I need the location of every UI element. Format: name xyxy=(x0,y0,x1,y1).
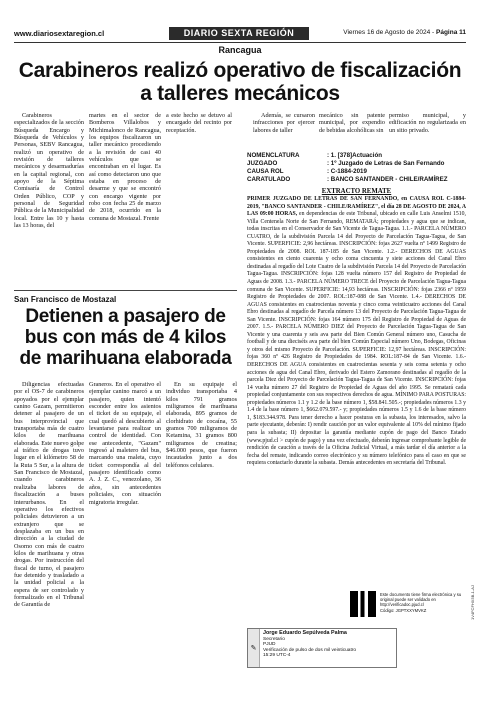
article2-kicker: San Francisco de Mostazal xyxy=(14,295,117,304)
article2-headline: Detienen a pasajero de bus con más de 4 kilos de marihuana elaborada xyxy=(19,306,232,369)
article2-column-3: En su equipaje el individuo transportaba 4 kilos 791 gramos miligramos de marihuana elaborada, 895 gramos de clorhidrato de cocaína, 55 gramos 700 miligramos de Ketamina, 31 gramos 800 miligramos de creatina; $46.000 pesos, que fueron incautados junto a dos teléfonos celulares. xyxy=(166,381,237,469)
notice-text: en dependencias de este Tribunal, ubicado en calle Luis Anselmi 1510, Villa Centenela Norte de San Fernando, REMATARÁ; propiedades y agua que se indican, todas inscritas en el Conservador de San Vicente de Tagua-Tagua. 1.1.- PARCELA NÚMERO CUATRO, de la subdivisión Parcela 14 del Proyecto de Parcelación Tagua-Tagua, de San Vicente. SUPERFICIE: 2,96 hectáreas. INSCRIPCIÓN: fojas 2627 vuelta nº 1499 Registro de Propiedades de 2008. ROL 187-185 de San Vicente. 1.2.- DERECHOS DE AGUAS consistentes en ciento cuarenta y ocho coma cincuenta y siete acciones del Canal Ebro destinadas al regadío del Lote Cuatro de la subdivisión Parcela 14 del Proyecto de Parcelación Tagua-Tagua. INSCRIPCIÓN: fojas 128 vuelta número 157 del Registro de Propiedad de Aguas de 2008. 1.3.- PARCELA NÚMERO TRECE del Proyecto de Parcelación Tagua-Tagua comuna de San Vicente. SUPERFICIE: 14,93 hectáreas. INSCRIPCIÓN: fojas 2366 nº 1959 Registro de Propiedades de 2007. ROL:187-088 de San Vicente. 1.4.- DERECHOS DE AGUAS consistentes en cuatrocientas noventa y cinco coma veinticuatro acciones del Canal Ebro destinadas al regadío de Parcela número 13 del Proyecto de Parcelación Tagua-Tagua de San Vicente. INSCRIPCIÓN: fojas 164 número 175 del Registro de Propiedad de Aguas de 2007. 1.5.- PARCELA NÚMERO DIEZ del Proyecto de Parcelación Tagua-Tagua de San Vicente y una cuarenta y seis ava parte del Bien Común General número uno, Casucha de football y de una dieciséis ava parte del bien Común Especial número Uno, Bodegas, Oficinas y otros del mismo Proyecto de Parcelación. SUPERFICIE: 12,97 hectáreas. INSCRIPCIÓN: fojas 360 nº 426 Registro de Propiedades de 1984. ROL:187-84 de San Vicente. 1.6.- DERECHOS DE AGUA consistentes en cuatrocientas sesenta y seis coma setenta y ocho acciones de agua del Canal Ebro, derivado del Estero Zamorano destinadas al regadío de la parcela Diez del Proyecto de Parcelación Tagua-Tagua de San Vicente. INSCRIPCIÓN: fojas 14 vuelta número 27 del Registro de Propiedad de Aguas del año 1995. Se rematará cada propiedad conjuntamente con sus respectivos derechos de agua. MÍNIMO PARA POSTURAS: propiedades números 1.1 y 1.2 de la base número 1, $58.841.505.-; propiedades números 1.3 y 1.4 de la base número 1, $662.079.597.- y; propiedades números 1.5 y 1.6 de la base número 1, $183.344.978. Para tener derecho a hacer posturas en la subasta, los interesados, salvo la parte ejecutante, deberán: I) rendir caución por un valor equivalente al 10% del mínimo fijado para la subasta; II) depositar la garantía mediante cupón de pago del Banco Estado (www.pjud.cl > cupón de pago) y una vez efectuado, deberán ingresar comprobante legible de rendición de caución a través de la Oficina Judicial Virtual, a más tardar el día anterior a la fecha del remate, indicando correo electrónico y su número telefónico para el caso en que se requiera contactarlo durante la subasta. Demás antecedentes en secretaría del Tribunal. xyxy=(247,211,466,467)
article2-column-1: Diligencias efectuadas por el OS-7 de carabineros apoyados por el ejemplar canino Gazam, permitieron detener al pasajero de un bus interprovincial que transportaba más de cuatro kilos de marihuana elaborada. Este nuevo golpe al tráfico de drogas tuvo lugar en el kilómetro 58 de la Ruta 5 Sur, a la altura de San Francisco de Mostazal, cuando carabineros realizaba labores de fiscalización a buses interurbanos. En el operativo los efectivos policiales detuvieron a un extranjero que se desplazaba en un bus en dirección a la ciudad de Osorno con más de cuatro kilos de marihuana y otras drogas. Por instrucción del fiscal de turno, el pasajero fue detenido y trasladado a la unidad policial a la espera de ser controlado y formalizado en el Tribunal de Garantía de xyxy=(14,381,84,609)
newspaper-name: DIARIO SEXTA REGIÓN xyxy=(169,27,309,40)
site-url[interactable]: www.diariosextaregion.cl xyxy=(14,29,105,38)
article1-kicker: Rancagua xyxy=(218,45,262,55)
article1-column-6: permiso municipal, y edificación no regularizada en un sitio privado. xyxy=(389,112,466,134)
issue-date: Viernes 16 de Agosto de 2024 - Página 11 xyxy=(343,29,466,36)
article1-column-1: Carabineros especializados de la sección Búsqueda Encargo y Búsqueda de Vehículos y Personas, SEBV Rancagua, realizó un operativo de revisión de talleres mecánicos y desarmadurías en la capital regional, con apoyo de la Séptima Comisaría de Control Orden Público, COP y personal de Seguridad Pública de la Municipalidad local. Entre las 10 y hasta las 13 horas, del xyxy=(14,112,84,230)
side-code: 1V4FCFHX5B-1-AJ xyxy=(470,585,475,620)
article2-column-2: Graneros. En el operativo el ejemplar canino marcó a un pasajero, quien intentó esconder entre los asientos el ticket de su equipaje, el cual quedó al descubierto al levantarse para realizar un control de identidad. Con ese antecedente, "Gazam" ingresó al maletero del bus, marcando una maleta, cuyo ticket correspondía al del pasajero identificado como A. J. Z. C., venezolano, 36 años, sin antecedentes policiales, con situación migratoria irregular. xyxy=(89,381,161,506)
case-row: NOMENCLATURA : 1. [378]Actuación xyxy=(247,152,383,159)
case-row: CAUSA ROL : C-1884-2019 xyxy=(247,168,367,175)
page-header xyxy=(14,27,466,41)
article1-headline: Carabineros realizó operativo de fiscalización a talleres mecánicos xyxy=(18,59,462,105)
qr-code-icon[interactable] xyxy=(350,591,376,617)
notice-body xyxy=(247,196,466,468)
notice-lead: PRIMER JUZGADO DE LETRAS DE SAN FERNANDO, en CAUSA ROL C-1884-2019, "BANCO SANTANDER - CHILE/RAMÍREZ", el día 28 DE AGOSTO DE 2024, A LAS 09:00 HORAS, xyxy=(247,196,466,218)
signature-seal-icon: ✎ xyxy=(248,629,260,667)
header-divider xyxy=(14,42,466,43)
article1-column-4: Además, se cursaron infracciones por ejercer labores de taller xyxy=(253,112,315,134)
article-divider xyxy=(14,290,237,291)
case-row: JUZGADO : 1º Juzgado de Letras de San Fernando xyxy=(247,160,445,167)
article1-column-2: martes en el sector de Bomberos Villalobos y Michimalonco de Rancagua, los equipos fiscalizaron un taller mecánico procediendo a la revisión de casi 40 vehículos que se encontraban en el lugar. Es así como detectaron uno que estaba en proceso de desarme y que se encontró con encargo vigente por robo con fecha 25 de marzo de 2018, ocurrido en la comuna de Mostazal. Frente xyxy=(89,112,161,222)
article1-column-5: mecánico sin patente municipal, por expendio de bebidas alcohólicas sin xyxy=(319,112,385,134)
case-details xyxy=(247,152,466,184)
article1-column-3: a este hecho se detuvo al encargado del recinto por receptación. xyxy=(166,112,232,134)
notice-title: EXTRACTO REMATE xyxy=(321,188,392,195)
signature-text: Jorge Eduardo Sepúlveda Palma Secretario PJUD Verificación de pulso de dos mil veinticuatro 15:29 UTC-4 xyxy=(263,630,357,659)
verification-text: Este documento tiene firma electrónica y su original puede ser validado en http://verificadoc.pjud.cl Código: JGPTXXYMVKZ xyxy=(380,592,462,613)
electronic-signature xyxy=(247,628,397,668)
verification-block xyxy=(350,591,466,623)
case-row: CARATULADO : BANCO SANTANDER - CHILE/RAMÍREZ xyxy=(247,176,448,183)
